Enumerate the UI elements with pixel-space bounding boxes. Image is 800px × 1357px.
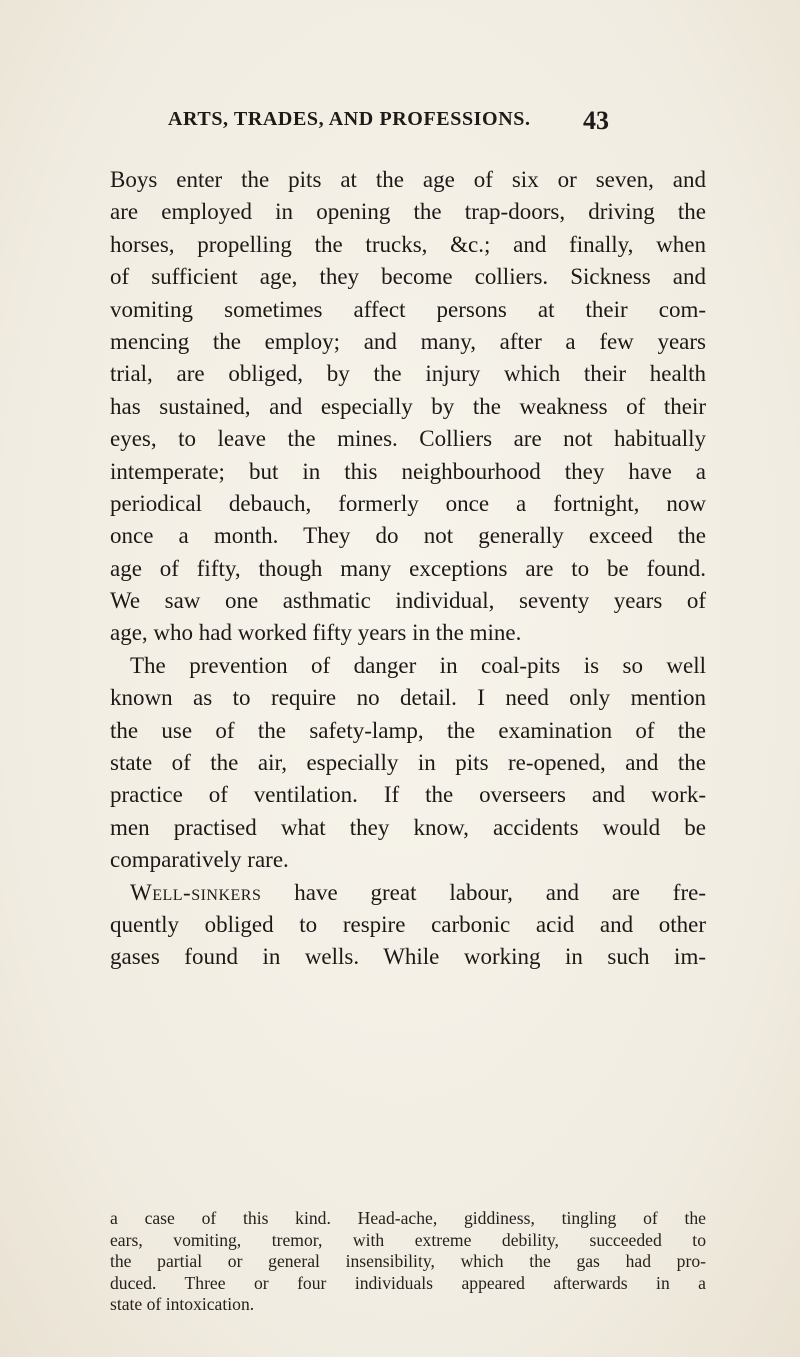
text-line: trial, are obliged, by the injury which their health — [110, 361, 706, 387]
text-line: Boys enter the pits at the age of six or seven, and — [110, 167, 706, 192]
text-line: age of fifty, though many exceptions are to be found. — [110, 555, 706, 581]
text-line: known as to require no detail. I need only mention — [110, 685, 706, 711]
text-line: of sufficient age, they become colliers. Sickness and — [110, 264, 706, 290]
text-line: The prevention of danger in coal-pits is so well — [130, 652, 706, 678]
well-sinkers-text: have great labour, and are fre- — [261, 879, 706, 905]
text-line: periodical debauch, formerly once a fortnight, now — [110, 490, 706, 516]
well-sinkers-heading: Well-sinkers — [130, 879, 262, 905]
page-number: 43 — [583, 106, 609, 135]
text-line: men practised what they know, accidents would be — [110, 814, 706, 840]
text-line: state of the air, especially in pits re-opened, and the — [110, 750, 706, 776]
text-line: age, who had worked fifty years in the mine. — [110, 620, 522, 646]
text-line: comparatively rare. — [110, 847, 289, 873]
footnote-line: ears, vomiting, tremor, with extreme debility, succeeded to — [110, 1229, 706, 1250]
footnote — [110, 1208, 706, 1316]
text-line: mencing the employ; and many, after a few years — [110, 328, 706, 354]
text-line: the use of the safety-lamp, the examination of the — [110, 717, 706, 743]
text-line: eyes, to leave the mines. Colliers are not habitually — [110, 426, 706, 452]
text-line: once a month. They do not generally exceed the — [110, 523, 706, 549]
footnote-line: duced. Three or four individuals appeared afterwards in a — [110, 1272, 706, 1293]
text-line: intemperate; but in this neighbourhood they have a — [110, 458, 706, 484]
text-line: gases found in wells. While working in such im- — [110, 944, 706, 970]
text-line: vomiting sometimes affect persons at their com- — [110, 296, 706, 322]
footnote-line: state of intoxication. — [110, 1294, 255, 1315]
text-line: are employed in opening the trap-doors, driving the — [110, 199, 706, 225]
footnote-line: the partial or general insensibility, which the gas had pro- — [110, 1251, 706, 1272]
body-text — [110, 164, 706, 974]
text-line: practice of ventilation. If the overseers and work- — [110, 782, 706, 808]
running-head — [0, 106, 800, 146]
text-line: quently obliged to respire carbonic acid and other — [110, 911, 706, 937]
footnote-line: a case of this kind. Head-ache, giddiness, tingling of the — [110, 1208, 706, 1228]
text-line: We saw one asthmatic individual, seventy years of — [110, 588, 706, 614]
text-line: horses, propelling the trucks, &c.; and finally, when — [110, 231, 706, 257]
running-title: ARTS, TRADES, AND PROFESSIONS. — [168, 108, 531, 130]
text-line: has sustained, and especially by the weakness of their — [110, 393, 706, 419]
well-sinkers-line — [110, 877, 706, 909]
